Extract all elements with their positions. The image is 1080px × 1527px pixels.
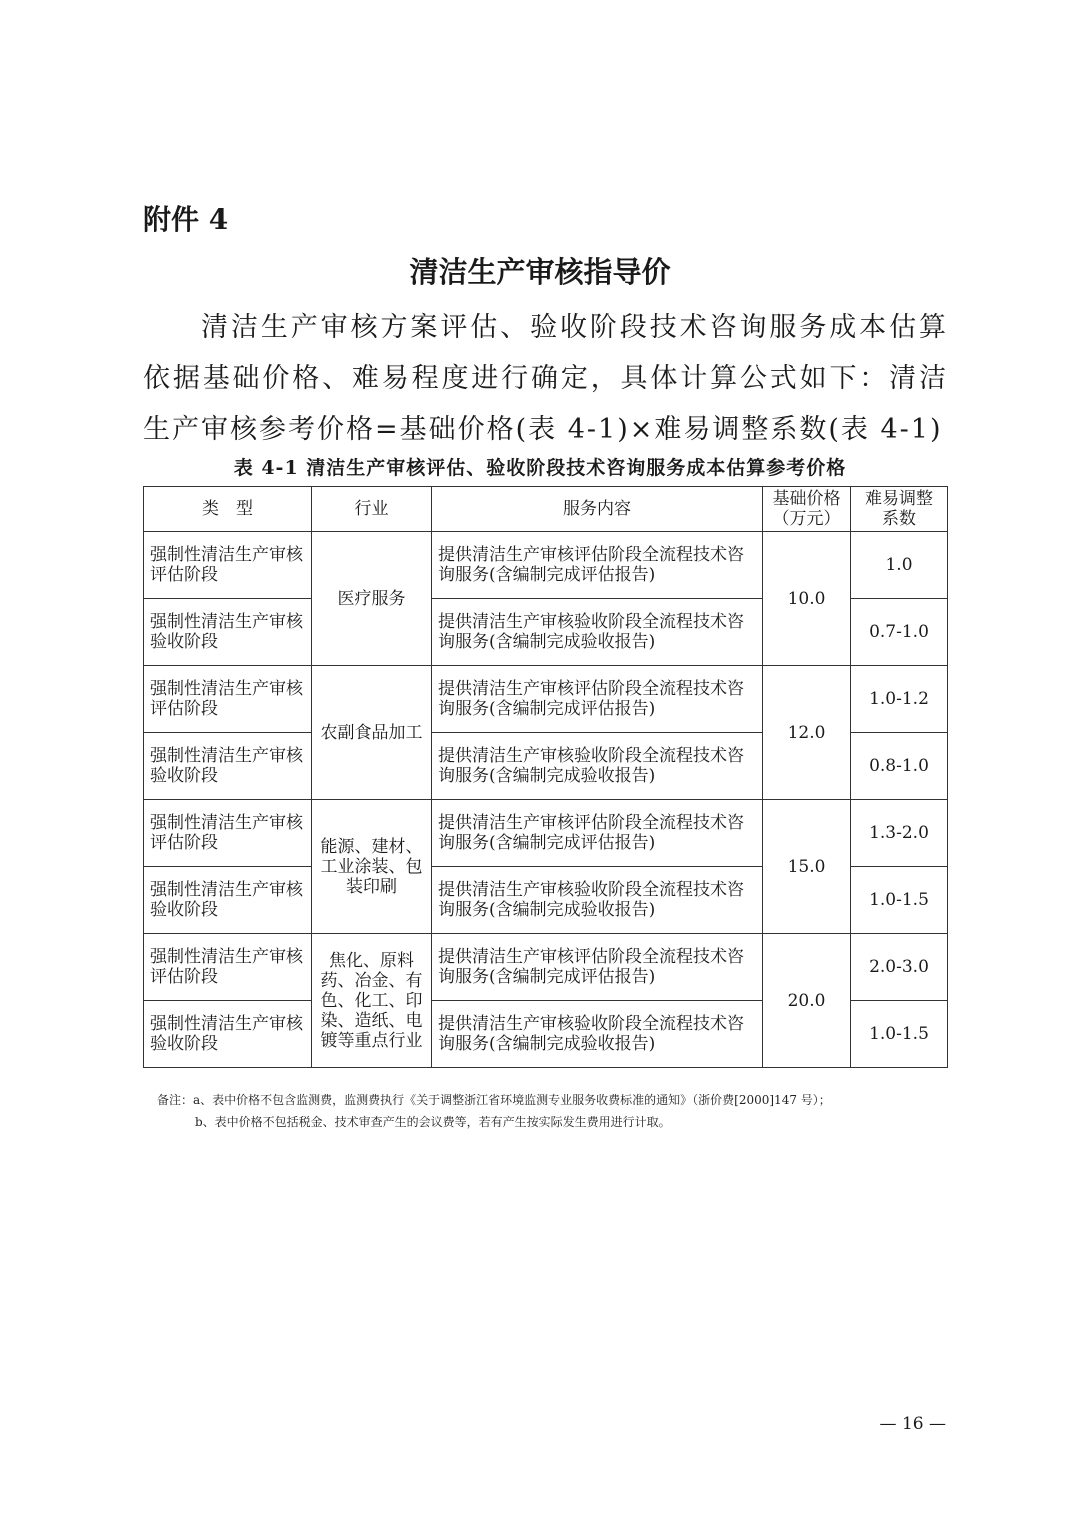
cell-type: 强制性清洁生产审核验收阶段 <box>144 733 312 800</box>
cell-base-price: 10.0 <box>763 532 851 666</box>
cell-service: 提供清洁生产审核验收阶段全流程技术咨询服务(含编制完成验收报告) <box>432 1001 763 1068</box>
cell-base-price: 20.0 <box>763 934 851 1068</box>
cell-type: 强制性清洁生产审核验收阶段 <box>144 867 312 934</box>
header-base-price: 基础价格（万元） <box>763 487 851 532</box>
table-row <box>144 532 948 599</box>
cell-coefficient: 1.0-1.2 <box>851 666 948 733</box>
cell-industry: 能源、建材、工业涂装、包装印刷 <box>312 800 432 934</box>
cell-type: 强制性清洁生产审核评估阶段 <box>144 532 312 599</box>
cell-coefficient: 1.0-1.5 <box>851 867 948 934</box>
cell-type: 强制性清洁生产审核评估阶段 <box>144 800 312 867</box>
cell-service: 提供清洁生产审核评估阶段全流程技术咨询服务(含编制完成评估报告) <box>432 800 763 867</box>
cell-coefficient: 2.0-3.0 <box>851 934 948 1001</box>
table-row <box>144 934 948 1001</box>
cell-industry: 医疗服务 <box>312 532 432 666</box>
table-row <box>144 800 948 867</box>
cell-coefficient: 0.8-1.0 <box>851 733 948 800</box>
cell-service: 提供清洁生产审核验收阶段全流程技术咨询服务(含编制完成验收报告) <box>432 867 763 934</box>
cell-type: 强制性清洁生产审核评估阶段 <box>144 666 312 733</box>
cell-coefficient: 1.0-1.5 <box>851 1001 948 1068</box>
table-notes <box>157 1089 831 1133</box>
table-header-row <box>144 487 948 532</box>
cell-type: 强制性清洁生产审核评估阶段 <box>144 934 312 1001</box>
cell-coefficient: 0.7-1.0 <box>851 599 948 666</box>
header-industry: 行业 <box>312 487 432 532</box>
cell-industry: 焦化、原料药、冶金、有色、化工、印染、造纸、电镀等重点行业 <box>312 934 432 1068</box>
intro-paragraph: 清洁生产审核方案评估、验收阶段技术咨询服务成本估算依据基础价格、难易程度进行确定，具体计算公式如下：清洁生产审核参考价格=基础价格(表 4-1)×难易调整系数(表 4-1) <box>143 312 948 445</box>
cell-base-price: 12.0 <box>763 666 851 800</box>
page-title: 清洁生产审核指导价 <box>409 255 671 289</box>
cell-service: 提供清洁生产审核评估阶段全流程技术咨询服务(含编制完成评估报告) <box>432 666 763 733</box>
attachment-label: 附件 4 <box>143 203 229 236</box>
header-type: 类 型 <box>144 487 312 532</box>
cell-service: 提供清洁生产审核验收阶段全流程技术咨询服务(含编制完成验收报告) <box>432 599 763 666</box>
header-coefficient: 难易调整系数 <box>851 487 948 532</box>
cell-service: 提供清洁生产审核评估阶段全流程技术咨询服务(含编制完成评估报告) <box>432 532 763 599</box>
note-a: 备注：a、表中价格不包含监测费，监测费执行《关于调整浙江省环境监测专业服务收费标准的通知》（浙价费[2000]147 号）； <box>157 1093 831 1107</box>
cell-base-price: 15.0 <box>763 800 851 934</box>
table-caption: 表 4-1 清洁生产审核评估、验收阶段技术咨询服务成本估算参考价格 <box>233 457 847 479</box>
cell-coefficient: 1.3-2.0 <box>851 800 948 867</box>
cell-type: 强制性清洁生产审核验收阶段 <box>144 1001 312 1068</box>
table-row <box>144 666 948 733</box>
header-service: 服务内容 <box>432 487 763 532</box>
cell-service: 提供清洁生产审核评估阶段全流程技术咨询服务(含编制完成评估报告) <box>432 934 763 1001</box>
cell-type: 强制性清洁生产审核验收阶段 <box>144 599 312 666</box>
cell-coefficient: 1.0 <box>851 532 948 599</box>
price-table <box>143 486 948 1068</box>
page-number: — 16 — <box>879 1414 946 1434</box>
note-b: b、表中价格不包括税金、技术审查产生的会议费等，若有产生按实际发生费用进行计取。 <box>195 1115 671 1129</box>
cell-industry: 农副食品加工 <box>312 666 432 800</box>
cell-service: 提供清洁生产审核验收阶段全流程技术咨询服务(含编制完成验收报告) <box>432 733 763 800</box>
